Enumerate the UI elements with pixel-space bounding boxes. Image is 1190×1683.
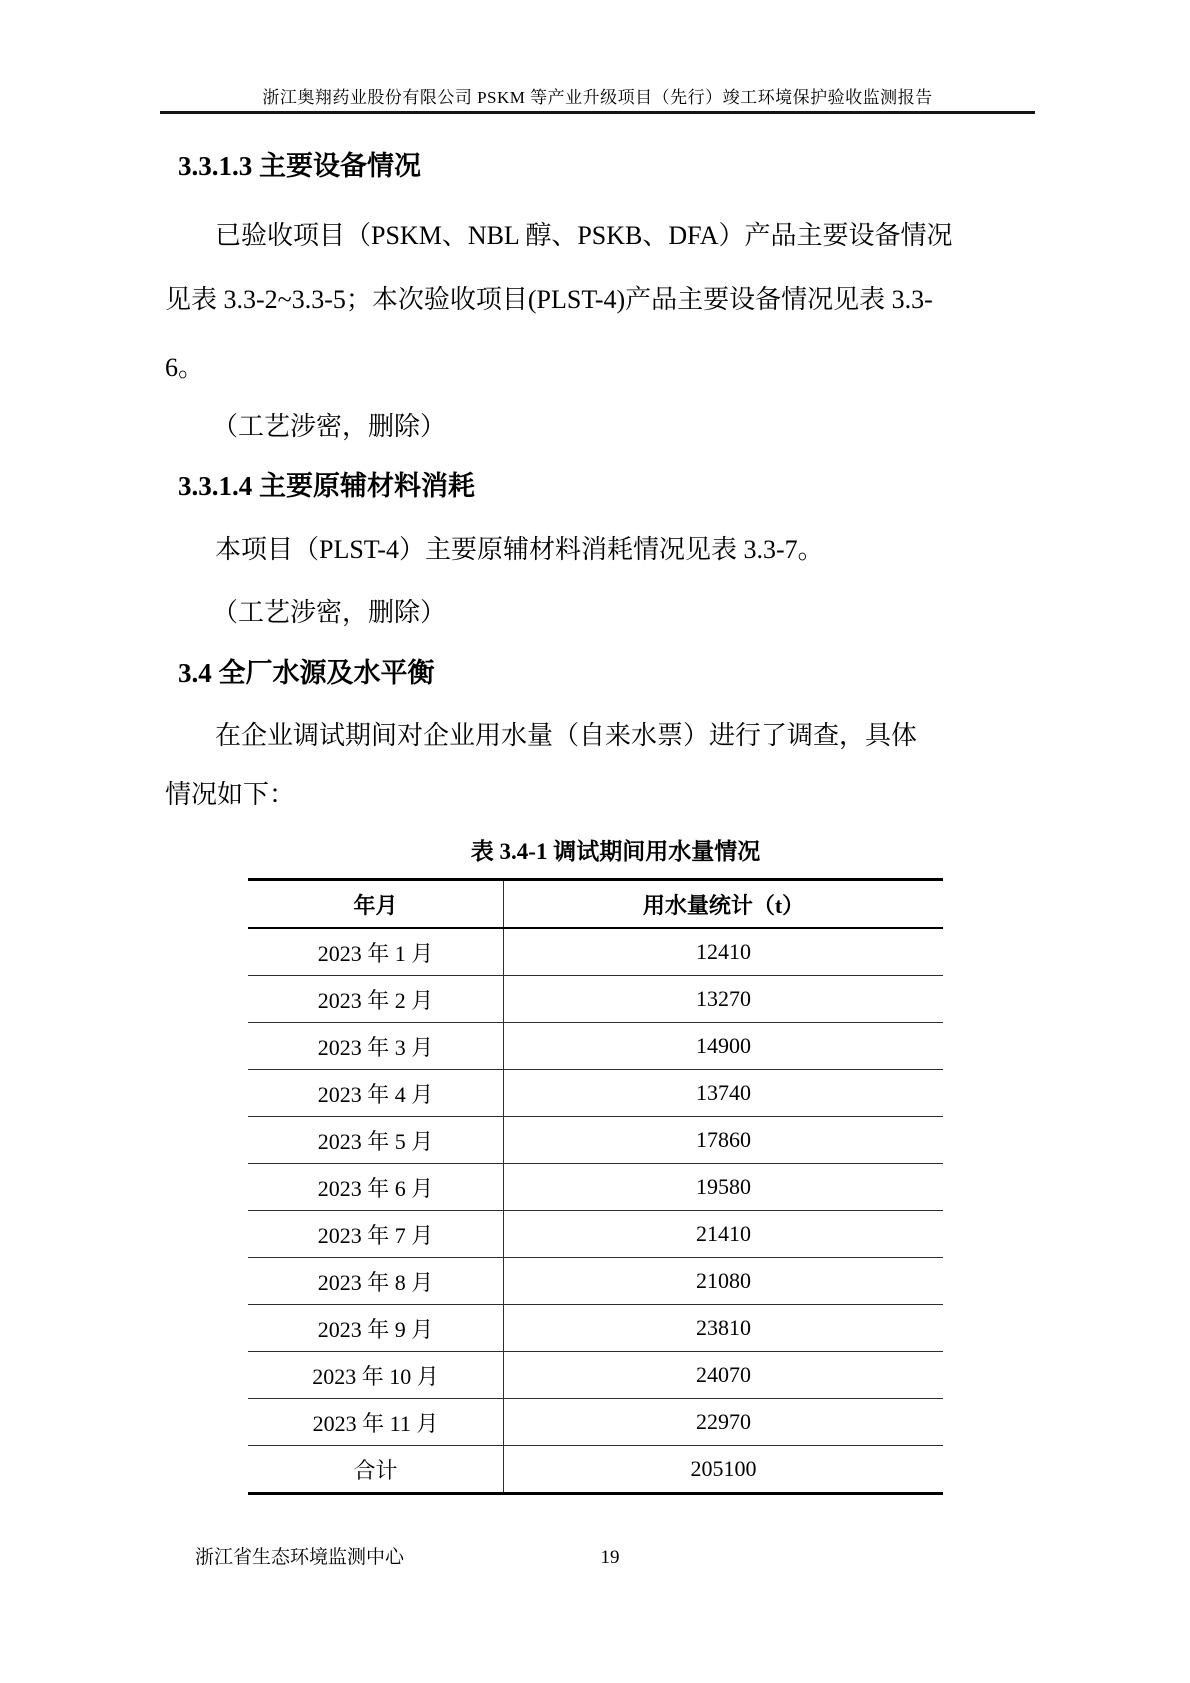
table-caption: 表 3.4-1 调试期间用水量情况	[470, 839, 761, 864]
table-row	[248, 1117, 943, 1164]
table-row	[248, 1023, 943, 1070]
cell-usage: 17860	[504, 1117, 944, 1164]
cell-month: 2023 年 8 月	[248, 1258, 504, 1305]
paragraph-line: 已验收项目（PSKM、NBL 醇、PSKB、DFA）产品主要设备情况	[215, 221, 953, 250]
paragraph-line: 本项目（PLST-4）主要原辅材料消耗情况见表 3.3-7。	[215, 535, 824, 564]
footer-organization: 浙江省生态环境监测中心	[195, 1547, 405, 1568]
column-header-month: 年月	[248, 880, 504, 929]
table-row	[248, 1211, 943, 1258]
cell-month: 2023 年 11 月	[248, 1399, 504, 1446]
cell-usage: 24070	[504, 1352, 944, 1399]
page-header	[160, 88, 1035, 114]
confidential-note: （工艺涉密，删除）	[212, 598, 447, 627]
cell-month: 2023 年 1 月	[248, 928, 504, 976]
cell-usage: 22970	[504, 1399, 944, 1446]
table-header-row	[248, 880, 943, 929]
table-row	[248, 1258, 943, 1305]
paragraph-line: 6。	[165, 353, 205, 382]
cell-month: 2023 年 9 月	[248, 1305, 504, 1352]
paragraph-line: 在企业调试期间对企业用水量（自来水票）进行了调查，具体	[215, 721, 918, 750]
section-heading-3314: 3.3.1.4 主要原辅材料消耗	[178, 471, 475, 501]
table-row	[248, 976, 943, 1023]
cell-usage: 23810	[504, 1305, 944, 1352]
cell-month: 2023 年 7 月	[248, 1211, 504, 1258]
cell-usage: 21410	[504, 1211, 944, 1258]
cell-usage: 12410	[504, 928, 944, 976]
paragraph-line: 情况如下：	[165, 780, 296, 809]
cell-usage: 21080	[504, 1258, 944, 1305]
cell-month: 2023 年 6 月	[248, 1164, 504, 1211]
cell-month: 2023 年 2 月	[248, 976, 504, 1023]
table-row	[248, 928, 943, 976]
cell-month: 2023 年 5 月	[248, 1117, 504, 1164]
page-number: 19	[600, 1547, 620, 1568]
cell-month: 2023 年 3 月	[248, 1023, 504, 1070]
cell-month: 2023 年 4 月	[248, 1070, 504, 1117]
table-row	[248, 1352, 943, 1399]
column-header-usage: 用水量统计（t）	[504, 880, 944, 929]
cell-usage: 19580	[504, 1164, 944, 1211]
cell-usage: 13270	[504, 976, 944, 1023]
table-row	[248, 1164, 943, 1211]
section-heading-34: 3.4 全厂水源及水平衡	[178, 658, 435, 688]
table-row	[248, 1070, 943, 1117]
report-title: 浙江奥翔药业股份有限公司 PSKM 等产业升级项目（先行）竣工环境保护验收监测报告	[262, 88, 933, 107]
table-row	[248, 1399, 943, 1446]
confidential-note: （工艺涉密，删除）	[212, 412, 447, 441]
paragraph-line: 见表 3.3-2~3.3-5；本次验收项目(PLST-4)产品主要设备情况见表 3.3-	[165, 285, 933, 314]
table-row	[248, 1305, 943, 1352]
water-usage-table	[248, 878, 943, 1495]
cell-month: 2023 年 10 月	[248, 1352, 504, 1399]
section-heading-3313: 3.3.1.3 主要设备情况	[178, 151, 421, 181]
table-total-row	[248, 1446, 943, 1494]
cell-total-value: 205100	[690, 1456, 757, 1481]
cell-usage: 14900	[504, 1023, 944, 1070]
cell-total-label: 合计	[248, 1446, 504, 1494]
cell-usage: 13740	[504, 1070, 944, 1117]
